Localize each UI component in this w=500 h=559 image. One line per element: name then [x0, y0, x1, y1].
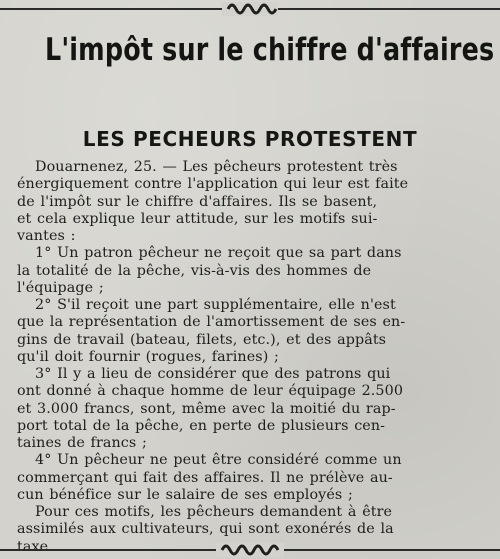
body-line: énergiquement contre l'application qui leur est faite [17, 176, 409, 193]
body-line: ont donné à chaque homme de leur équipage 2.500 [17, 383, 404, 400]
body-line: commerçant qui fait des affaires. Il ne prélève au- [17, 469, 393, 486]
body-line: et cela explique leur attitude, sur les motifs sui- [17, 210, 378, 227]
article-body [17, 159, 483, 556]
body-line: taxe. [17, 538, 53, 555]
body-line: de l'impôt sur le chiffre d'affaires. Ils se basent, [17, 193, 378, 210]
body-line: 4° Un pêcheur ne peut être considéré comme un [35, 452, 402, 469]
body-line: taines de francs ; [17, 435, 147, 451]
top-ornament-rule [0, 0, 500, 18]
body-line: qu'il doit fournir (rogues, farines) ; [17, 348, 279, 365]
body-line: 3° Il y a lieu de considérer que des patrons qui [35, 366, 391, 382]
body-line: gins de travail (bateau, filets, etc.), et des appâts [17, 331, 387, 348]
body-line: cun bénéfice sur le salaire de ses employés ; [17, 486, 353, 503]
body-line: que la représentation de l'amortissement de ses en- [17, 314, 406, 331]
bottom-ornament-rule [0, 538, 500, 559]
body-line: l'équipage ; [17, 279, 104, 296]
body-line: et 3.000 francs, sont, même avec la moitié du rap- [17, 400, 396, 417]
body-line: vantes : [17, 228, 76, 244]
body-line: assimilés aux cultivateurs, qui sont exonérés de la [17, 521, 394, 538]
body-line: Douarnenez, 25. — Les pêcheurs protestent très [35, 159, 398, 175]
article-headline: L'impôt sur le chiffre d'affaires [45, 32, 495, 68]
article-subheadline: LES PECHEURS PROTESTENT [82, 127, 418, 151]
body-line: la totalité de la pêche, vis-à-vis des hommes de [17, 262, 372, 279]
body-line: 2° S'il reçoit une part supplémentaire, elle n'est [35, 297, 396, 313]
body-line: port total de la pêche, en perte de plusieurs cen- [17, 417, 386, 434]
body-line: Pour ces motifs, les pêcheurs demandent à être [35, 504, 393, 520]
body-line: 1° Un patron pêcheur ne reçoit que sa part dans [35, 245, 402, 262]
